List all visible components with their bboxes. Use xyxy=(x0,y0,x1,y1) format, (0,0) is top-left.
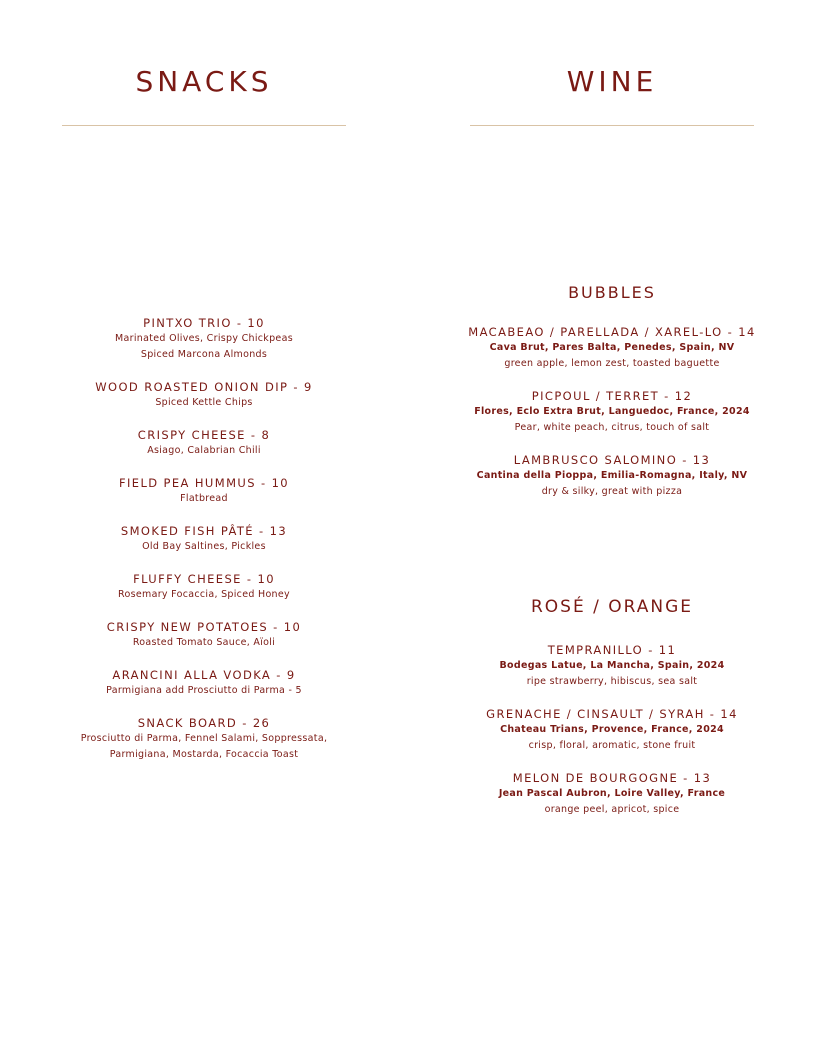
menu-item-description: Spiced Marcona Almonds xyxy=(140,349,268,360)
wine-item-notes: Pear, white peach, citrus, touch of salt xyxy=(514,422,710,433)
wine-item xyxy=(430,706,794,754)
rose-orange-heading: ROSÉ / ORANGE xyxy=(530,597,694,617)
wine-item-title: LAMBRUSCO SALOMINO - 13 xyxy=(513,453,711,467)
menu-item-description: Spiced Kettle Chips xyxy=(155,397,253,408)
bubbles-section xyxy=(430,282,794,516)
menu-item-description: Flatbread xyxy=(180,493,228,504)
wine-item-producer: Cava Brut, Pares Balta, Penedes, Spain, NV xyxy=(489,342,735,353)
menu-item xyxy=(22,667,386,699)
wine-item-producer: Flores, Eclo Extra Brut, Languedoc, France, 2024 xyxy=(474,406,750,417)
wine-item-notes: green apple, lemon zest, toasted baguette xyxy=(504,358,720,369)
wine-item xyxy=(430,642,794,690)
menu-item-title: PINTXO TRIO - 10 xyxy=(143,316,265,330)
snacks-title: SNACKS xyxy=(135,65,273,98)
menu-item xyxy=(22,715,386,763)
wine-item-notes: orange peel, apricot, spice xyxy=(544,804,680,815)
wine-item-notes: crisp, floral, aromatic, stone fruit xyxy=(528,740,696,751)
menu-item xyxy=(22,475,386,507)
menu-item xyxy=(22,379,386,411)
wine-item-notes: ripe strawberry, hibiscus, sea salt xyxy=(526,676,698,687)
rose-orange-section xyxy=(430,596,794,834)
menu-item-description: Rosemary Focaccia, Spiced Honey xyxy=(118,589,290,600)
wine-item-producer: Cantina della Pioppa, Emilia-Romagna, Italy, NV xyxy=(476,470,748,481)
menu-item-title: FIELD PEA HUMMUS - 10 xyxy=(118,476,290,490)
menu-item-description: Marinated Olives, Crispy Chickpeas xyxy=(115,333,293,344)
wine-item-notes: dry & silky, great with pizza xyxy=(541,486,683,497)
snacks-divider xyxy=(62,125,346,126)
menu-item-title: ARANCINI ALLA VODKA - 9 xyxy=(112,668,296,682)
menu-item xyxy=(22,571,386,603)
wine-item xyxy=(430,324,794,372)
menu-item-title: SNACK BOARD - 26 xyxy=(137,716,271,730)
menu-item-description: Old Bay Saltines, Pickles xyxy=(142,541,266,552)
wine-item-title: GRENACHE / CINSAULT / SYRAH - 14 xyxy=(486,707,738,721)
menu-item xyxy=(22,315,386,363)
menu-item-description: Asiago, Calabrian Chili xyxy=(147,445,261,456)
snacks-list xyxy=(22,315,386,779)
menu-item-title: CRISPY NEW POTATOES - 10 xyxy=(106,620,302,634)
wine-item-title: MELON DE BOURGOGNE - 13 xyxy=(512,771,712,785)
menu-item-title: CRISPY CHEESE - 8 xyxy=(137,428,271,442)
menu-item-title: WOOD ROASTED ONION DIP - 9 xyxy=(95,380,313,394)
wine-item xyxy=(430,770,794,818)
menu-item-title: FLUFFY CHEESE - 10 xyxy=(133,572,275,586)
bubbles-heading: BUBBLES xyxy=(568,283,656,302)
wine-item-producer: Chateau Trians, Provence, France, 2024 xyxy=(500,724,724,735)
wine-item xyxy=(430,452,794,500)
wine-item-title: PICPOUL / TERRET - 12 xyxy=(531,389,693,403)
wine-item-title: TEMPRANILLO - 11 xyxy=(547,643,677,657)
menu-item-description: Prosciutto di Parma, Fennel Salami, Soppressata, xyxy=(80,733,328,744)
menu-item-description: Roasted Tomato Sauce, Aïoli xyxy=(132,637,276,648)
wine-divider xyxy=(470,125,754,126)
menu-item xyxy=(22,427,386,459)
menu-item-description: Parmigiana add Prosciutto di Parma - 5 xyxy=(106,685,302,696)
wine-item-title: MACABEAO / PARELLADA / XAREL-LO - 14 xyxy=(468,325,756,339)
menu-item-title: SMOKED FISH PÂTÉ - 13 xyxy=(120,524,288,538)
wine-item xyxy=(430,388,794,436)
wine-title: WINE xyxy=(566,65,658,98)
wine-item-producer: Jean Pascal Aubron, Loire Valley, France xyxy=(498,788,726,799)
wine-item-producer: Bodegas Latue, La Mancha, Spain, 2024 xyxy=(499,660,725,671)
menu-item xyxy=(22,523,386,555)
menu-item-description: Parmigiana, Mostarda, Focaccia Toast xyxy=(109,749,299,760)
menu-item xyxy=(22,619,386,651)
